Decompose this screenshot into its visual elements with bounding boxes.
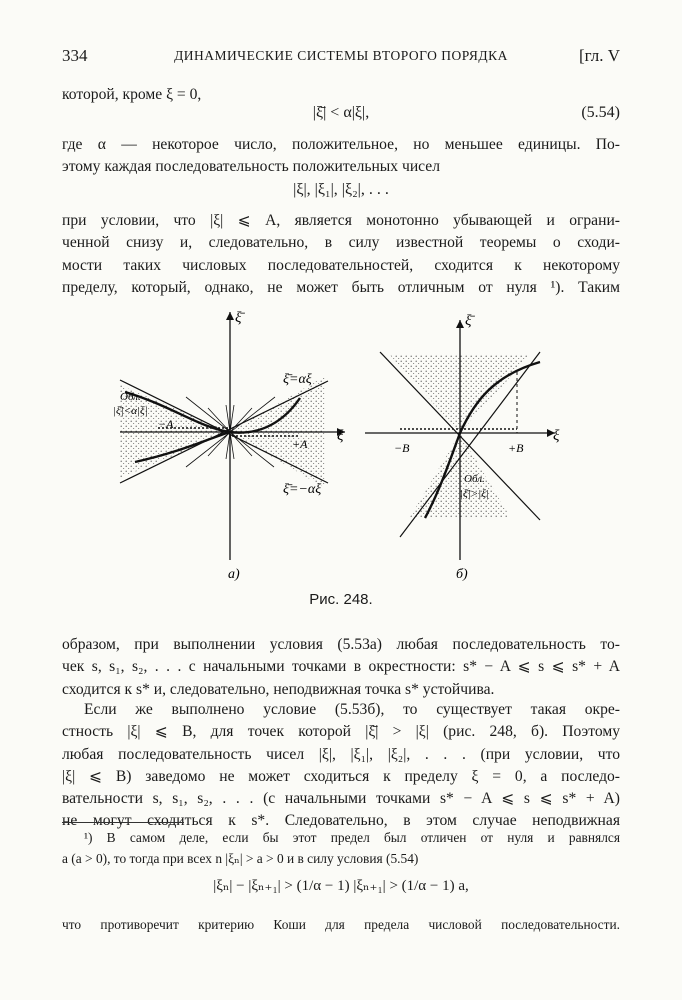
text-line: чек s, s₁, s₂, . . . с начальными точками в окрестности: s* − A ⩽ s ⩽ s* + A — [62, 658, 620, 676]
paragraph-3 — [62, 699, 620, 833]
text-line: где α — некоторое число, положительное, но меньшее единицы. По- — [62, 136, 620, 153]
footnote-divider — [62, 822, 184, 823]
paragraph-2 — [62, 634, 620, 701]
text-line: не могут сходиться к s*. Следовательно, в этом случае неподвижная — [62, 812, 620, 830]
text-line: любая последовательность чисел |ξ|, |ξ₁|, |ξ₂|, . . . (при условии, что — [62, 745, 620, 763]
line-label-alpha-xi: ξ̄=αξ — [283, 372, 312, 387]
sequence-formula: |ξ|, |ξ₁|, |ξ₂|, . . . — [293, 181, 389, 198]
text-line: при условии, что |ξ| ⩽ A, является монотонно убывающей и ограни- — [62, 212, 620, 229]
text-line: сходится к s* и, следовательно, неподвижная точка s* устойчива. — [62, 680, 495, 698]
equation-number: (5.54) — [581, 104, 620, 121]
region-label: Обл. — [120, 391, 141, 403]
text-line: этому каждая последовательность положительных чисел — [62, 158, 440, 176]
text-line: ченной снизу и, следовательно, в силу известной теоремы о сходи- — [62, 234, 620, 252]
tick-label-plus-a: +A — [292, 437, 308, 451]
panel-label-a: а) — [228, 567, 240, 582]
axis-label-xi-bar: ξ̄ — [465, 313, 472, 329]
chapter-label: [гл. V — [578, 46, 620, 65]
page-number: 334 — [62, 46, 88, 65]
footnote — [62, 827, 620, 869]
text-line: мости таких числовых последовательностей, сходится к некоторому — [62, 256, 620, 274]
region-label-inequality: |ξ̄|>|ξ| — [460, 488, 489, 500]
text-line: образом, при выполнении условия (5.53а) любая последовательность то- — [62, 636, 620, 653]
footnote-conclusion — [62, 914, 620, 935]
running-title: ДИНАМИЧЕСКИЕ СИСТЕМЫ ВТОРОГО ПОРЯДКА — [174, 48, 508, 63]
formula-5-54: |ξ̄| < α|ξ|, — [312, 104, 370, 121]
region-label: Обл. — [464, 473, 485, 485]
text-line: стность |ξ| ⩽ B, для точек которой |ξ̄| > |ξ| (рис. 248, б). Поэтому — [62, 723, 620, 741]
tick-label-minus-b: −B — [394, 441, 410, 455]
text-line: ¹) В самом деле, если бы этот предел был отличен от нуля и равнялся — [84, 830, 620, 845]
tick-label-minus-a: −A — [158, 417, 174, 431]
text-line: пределу, который, однако, не может быть отличным от нуля ¹). Таким — [62, 278, 620, 296]
text-line: Если же выполнено условие (5.53б), то существует такая окре- — [84, 701, 620, 718]
text-line: что противоречит критерию Коши для предела числовой последовательности. — [62, 917, 620, 932]
figure-panel-b — [365, 313, 560, 582]
region-label-inequality: |ξ̄|<α|ξ| — [113, 405, 148, 417]
text-line: a (a > 0), то тогда при всех n |ξₙ| > a > 0 и в силу условия (5.54) — [62, 851, 419, 866]
text-line: |ξ| ⩽ B) заведомо не может сходиться к пределу ξ = 0, а последо- — [62, 767, 620, 785]
axis-label-xi: ξ — [553, 428, 560, 444]
axis-label-xi-bar: ξ̄ — [235, 310, 242, 326]
panel-label-b: б) — [456, 567, 468, 582]
figure-caption: Рис. 248. — [309, 591, 373, 608]
text-line: которой, кроме ξ = 0, — [62, 86, 202, 103]
axis-label-xi: ξ — [337, 428, 344, 444]
line-label-minus-alpha-xi: ξ̄=−αξ — [283, 482, 322, 497]
footnote-formula: |ξₙ| − |ξₙ₊₁| > (1/α − 1) |ξₙ₊₁| > (1/α − 1) a, — [213, 878, 469, 894]
text-line: вательности s, s₁, s₂, . . . (с начальными точками s* − A ⩽ s ⩽ s* + A) — [62, 790, 620, 808]
tick-label-plus-b: +B — [508, 441, 524, 455]
figure-panel-a — [113, 310, 345, 582]
